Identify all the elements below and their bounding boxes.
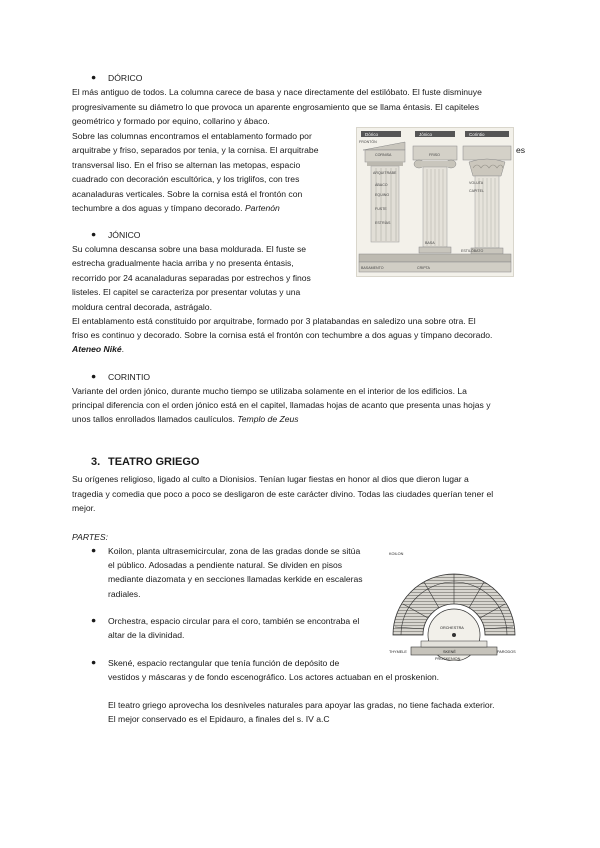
label-abaco: ÁBACO [375, 183, 388, 187]
classical-orders-figure [356, 127, 514, 277]
header-ionic: Jónico [419, 132, 433, 137]
label-thymele: THYMELE [389, 650, 407, 654]
label-cornisa: CORNISA [375, 153, 392, 157]
doric-text-5-tail: es [516, 145, 526, 155]
bullet-orchestra: ● [91, 615, 97, 625]
section-number: 3. [91, 456, 101, 468]
skene-text-1: Skené, espacio rectangular que tenía función de depósito de [108, 658, 340, 668]
bullet-doric: ● [91, 72, 97, 82]
koilon-text-4: radiales. [108, 589, 141, 599]
bullet-corinthian: ● [91, 371, 97, 381]
theatre-text-2: tragedia y comedia que poco a poco se desligaron de este carácter divino. Todas las ciudades querían tener el [72, 489, 494, 499]
ionic-text-8 [72, 342, 124, 357]
closing-text-2: El mejor conservado es el Epidauro, a finales del s. IV a.C [108, 714, 330, 724]
koilon-text-3: mediante diazomata y en secciones llamadas kerkide en escaleras [108, 574, 363, 584]
orders-illustration [357, 128, 513, 276]
orchestra-text-2: altar de la divinidad. [108, 630, 185, 640]
corinthian-text-2: principal diferencia con el orden jónico está en el capitel, llamadas hojas de acanto que presenta unas hojas y [72, 400, 491, 410]
label-fuste: FUSTE [375, 207, 387, 211]
koilon-text-1: Koilon, planta ultrasemicircular, zona de las gradas donde se sitúa [108, 546, 361, 556]
ionic-text-7: friso es continuo y decorado. Sobre la cornisa está el frontón con techumbre a dos aguas y tímpano decorado. [72, 330, 493, 340]
koilon-text-2: el público. Adosadas a pendiente natural. Se dividen en pisos [108, 560, 343, 570]
label-cripta: CRIPTA [417, 266, 430, 270]
doric-text-7: cuadrado con decoración escultórica, y los triglifos, con tres [72, 174, 300, 184]
corinthian-text-3-main: unos tallos enrollados llamados caulículos. [72, 414, 235, 424]
bullet-ionic: ● [91, 229, 97, 239]
label-koilon: KOILON [389, 552, 404, 556]
orchestra-text-1: Orchestra, espacio circular para el coro, también se encontraba el [108, 616, 360, 626]
theatre-text-1: Su orígenes religioso, ligado al culto a Dionisios. Tenían lugar fiestas en honor al dios que dieron lugar a [72, 474, 469, 484]
doric-example: Partenón [244, 203, 280, 213]
label-friso: FRISO [429, 153, 440, 157]
label-equino: EQUINO [375, 193, 390, 197]
label-basa: BASA [425, 241, 435, 245]
ionic-example: Ateneo Niké [72, 344, 122, 354]
header-doric: Dórico [365, 132, 379, 137]
label-estrias: ESTRÍAS [375, 221, 391, 225]
label-skene: SKENÉ [443, 650, 456, 654]
doric-text-4: Sobre las columnas encontramos el entablamento formado por [72, 131, 312, 141]
label-proskenion: PROSKENION [435, 657, 461, 661]
label-arquitrabe: ARQUITRABE [373, 171, 397, 175]
corinthian-example: Templo de Zeus [237, 414, 299, 424]
greek-theatre-figure [386, 548, 522, 662]
label-capitel: CAPITEL [469, 189, 484, 193]
header-corinthian: Corintio [469, 132, 485, 137]
doric-text-1: El más antiguo de todos. La columna carece de basa y nace directamente del estilóbato. El fuste disminuye [72, 87, 482, 97]
closing-text-1: El teatro griego aprovecha los desniveles naturales para apoyar las gradas, no tiene fachada exterior. [108, 700, 495, 710]
corinthian-title: CORINTIO [108, 372, 151, 382]
section-heading: TEATRO GRIEGO [108, 456, 200, 468]
ionic-text-3: recorrido por 24 acanaladuras separadas por estrechos y finos [72, 273, 311, 283]
doric-text-2: progresivamente su diámetro lo que provoca un aparente engrosamiento que se llama éntasis. El capiteles [72, 102, 480, 112]
label-orchestra: ORCHESTRA [440, 626, 464, 630]
bullet-koilon: ● [91, 545, 97, 555]
ionic-text-6: El entablamento está constituido por arquitrabe, formado por 3 platabandas en saledizo una sobre otra. El [72, 316, 476, 326]
doric-text-5: arquitrabe y friso, separados por tenia, y la cornisa. El arquitrabe [72, 145, 319, 155]
corinthian-text-3 [72, 412, 299, 427]
label-estilobato: ESTILÓBATO [461, 249, 484, 253]
doric-text-6: transversal liso. En el friso se alternan las metopas, espacio [72, 160, 301, 170]
parts-label: PARTES: [72, 532, 108, 542]
ionic-title: JÓNICO [108, 230, 141, 240]
corinthian-text-1: Variante del orden jónico, durante mucho tiempo se utilizaba solamente en el interior de los edificios. La [72, 386, 467, 396]
ionic-text-2: estrecha gradualmente hacia arriba y no presenta éntasis, [72, 258, 294, 268]
bullet-skene: ● [91, 657, 97, 667]
label-basamento: BASAMENTO [361, 266, 384, 270]
theatre-text-3: mejor. [72, 503, 96, 513]
ionic-example-tail: . [121, 344, 125, 354]
doric-text-8: acanaladuras verticales. Sobre la cornisa está el frontón con [72, 189, 303, 199]
doric-text-9 [72, 201, 280, 216]
label-voluta: VOLUTA [469, 181, 484, 185]
skene-text-2: vestidos y máscaras y de fondo escenográfico. Los actores actuaban en el proskenion. [108, 672, 440, 682]
ionic-text-5: moldura central decorada, astrágalo. [72, 302, 212, 312]
ionic-text-4: listeles. El capitel se caracteriza por presentar volutas y una [72, 287, 301, 297]
doric-text-9-main: techumbre a dos aguas y tímpano decorado. [72, 203, 243, 213]
doric-title: DÓRICO [108, 73, 143, 83]
doric-text-3: geométrico y formado por equino, collarino y ábaco. [72, 116, 270, 126]
label-fronton: FRONTÓN [359, 140, 377, 144]
ionic-text-1: Su columna descansa sobre una basa moldurada. El fuste se [72, 244, 307, 254]
theatre-illustration [387, 549, 521, 661]
label-parodos: PARODOS [497, 650, 516, 654]
